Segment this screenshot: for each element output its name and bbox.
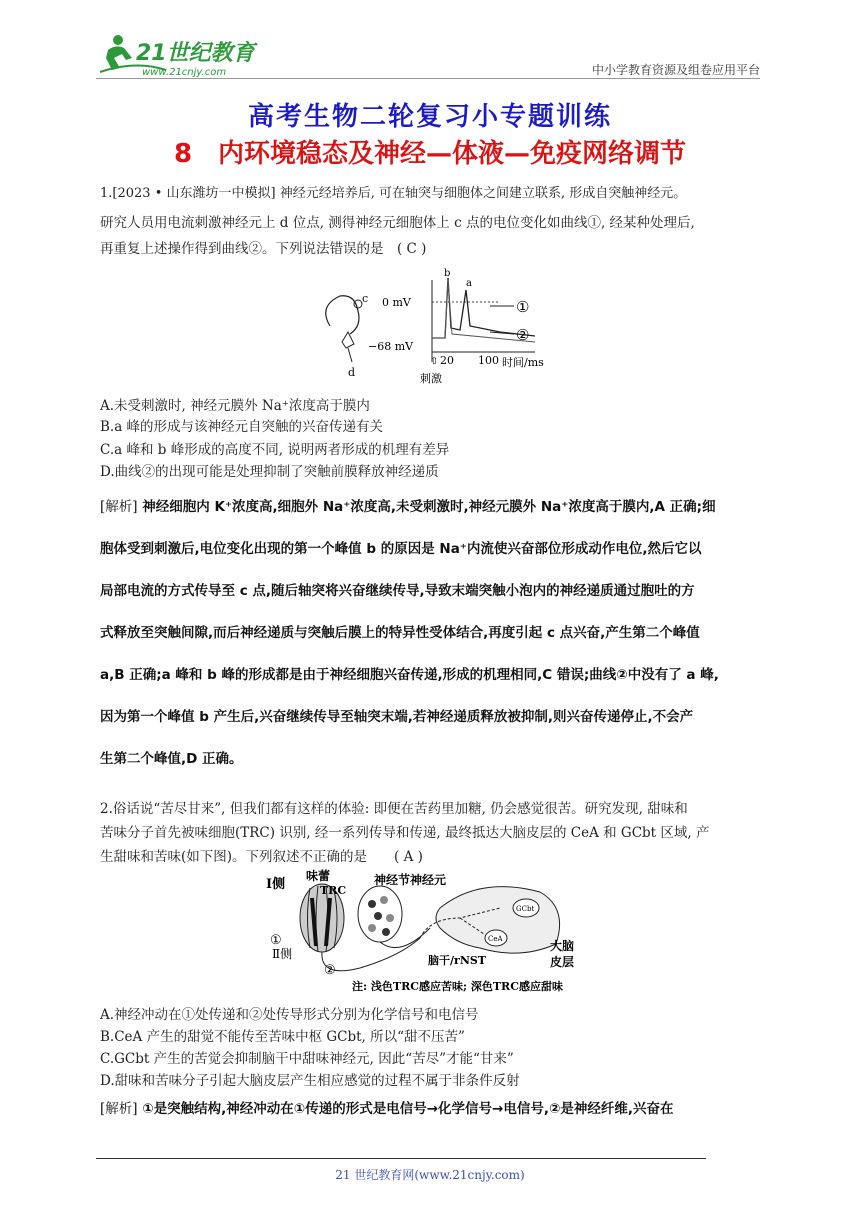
q2-stem-line2: 苦味分子首先被味细胞(TRC) 识别, 经一系列传导和传递, 最终抵达大脑皮层的 CeA 和 GCbt 区域, 产 (100, 825, 710, 841)
tick-20: 20 (440, 354, 454, 367)
ganglion-label: 神经节神经元 (374, 873, 447, 887)
figure-note: 注: 浅色TRC感应苦味; 深色TRC感应甜味 (352, 980, 563, 993)
explanation-tag: [解析] (100, 499, 138, 515)
label-a: a (466, 278, 472, 289)
footer-link[interactable]: 21 世纪教育网(www.21cnjy.com) (335, 1168, 525, 1182)
logo-url: www.21cnjy.com (142, 67, 227, 78)
stim-label: 刺激 (420, 372, 442, 385)
q2-stem-line3: 生甜味和苦味(如下图)。下列叙述不正确的是 ( A ) (100, 849, 423, 865)
footer-divider (96, 1158, 706, 1159)
explanation-line: 式释放至突触间隙,而后神经递质与突触后膜上的特异性受体结合,再度引起 c 点兴奋,产生第二个峰值 (100, 625, 700, 641)
taste-bud-label: 味蕾 (306, 869, 331, 883)
gcbt-label: GCbt (516, 905, 535, 913)
stim-arrow-icon: ⇧ (430, 356, 439, 367)
q2-option-b: B.CeA 产生的甜觉不能传至苦味中枢 GCbt, 所以“甜不压苦” (100, 1029, 465, 1045)
side2-label: Ⅱ侧 (272, 947, 293, 961)
label-68mv: −68 mV (368, 340, 414, 353)
x-axis-label: 时间/ms (502, 356, 544, 369)
cea-label: CeA (488, 935, 503, 943)
q1-option-c: C.a 峰和 b 峰形成的高度不同, 说明两者形成的机理有差异 (100, 442, 450, 458)
side1-label: Ⅰ侧 (266, 877, 286, 892)
q1-figure (300, 266, 560, 390)
q2-option-c: C.GCbt 产生的苦觉会抑制脑干中甜味神经元, 因此“苦尽”才能“甘来” (100, 1051, 514, 1067)
trc-label: TRC (320, 884, 347, 897)
label-c: c (362, 292, 369, 305)
label-0mv: 0 mV (382, 296, 411, 309)
q2-option-d: D.甜味和苦味分子引起大脑皮层产生相应感觉的过程不属于非条件反射 (100, 1073, 520, 1089)
label-curve2: ② (516, 326, 530, 344)
circle2-label: ② (324, 963, 336, 978)
tick-100: 100 (478, 354, 499, 367)
label-curve1: ① (516, 298, 530, 316)
q2-option-a: A.神经冲动在①处传递和②处传导形式分别为化学信号和电信号 (100, 1007, 479, 1023)
header-divider (96, 78, 760, 79)
logo-text: 21世纪教育 (136, 41, 255, 66)
q1-stem-line1: 1.[2023 • 山东潍坊一中模拟] 神经元经培养后, 可在轴突与细胞体之间建立联系, 形成自突触神经元。 (100, 186, 687, 201)
label-b: b (444, 268, 451, 279)
platform-name: 中小学教育资源及组卷应用平台 (591, 63, 760, 77)
explanation-line: 生第二个峰值,D 正确。 (100, 751, 243, 767)
q1-stem-line3: 再重复上述操作得到曲线②。下列说法错误的是 ( C ) (100, 241, 427, 257)
site-logo (96, 28, 266, 80)
explanation-line: a,B 正确;a 峰和 b 峰的形成都是由于神经细胞兴奋传递,形成的机理相同,C 错误;曲线②中没有了 a 峰, (100, 667, 719, 683)
q1-option-d: D.曲线②的出现可能是处理抑制了突触前膜释放神经递质 (100, 464, 439, 480)
q2-stem-line1: 2.俗话说“苦尽甘来”, 但我们都有这样的体验: 即便在苦药里加糖, 仍会感觉很苦。研究发现, 甜味和 (100, 801, 688, 817)
q2-explanation: [解析] ①是突触结构,神经冲动在①传递的形式是电信号→化学信号→电信号,②是神经纤维,兴奋在 (100, 1101, 674, 1117)
cortex-label-1: 大脑 (550, 939, 575, 953)
q2-figure (260, 868, 580, 998)
explanation-line: 局部电流的方式传导至 c 点,随后轴突将兴奋继续传导,导致末端突触小泡内的神经递质通过胞吐的方 (100, 583, 695, 599)
document-title: 高考生物二轮复习小专题训练 (247, 102, 612, 132)
circle1-label: ① (270, 933, 282, 948)
q1-explanation (100, 486, 764, 780)
label-d: d (348, 366, 356, 379)
explanation-line: 胞体受到刺激后,电位变化出现的第一个峰值 b 的原因是 Na⁺内流使兴奋部位形成动作电位,然后它以 (100, 541, 702, 557)
brainstem-label: 脑干/rNST (428, 954, 486, 967)
cortex-label-2: 皮层 (550, 955, 575, 969)
document-subtitle: 8 内环境稳态及神经—体液—免疫网络调节 (173, 139, 687, 169)
explanation-line: 因为第一个峰值 b 产生后,兴奋继续传导至轴突末端,若神经递质释放被抑制,则兴奋传递停止,不会产 (100, 709, 694, 725)
explanation-tag: [解析] (100, 1101, 138, 1117)
q1-option-b: B.a 峰的形成与该神经元自突触的兴奋传递有关 (100, 419, 384, 435)
q1-stem-line2: 研究人员用电流刺激神经元上 d 位点, 测得神经元细胞体上 c 点的电位变化如曲线①, 经某种处理后, (100, 215, 695, 231)
explanation-line: [解析] 神经细胞内 K⁺浓度高,细胞外 Na⁺浓度高,未受刺激时,神经元膜外 Na⁺浓度高于膜内,A 正确;细 (100, 499, 716, 515)
q1-option-a: A.未受刺激时, 神经元膜外 Na⁺浓度高于膜内 (100, 398, 370, 414)
